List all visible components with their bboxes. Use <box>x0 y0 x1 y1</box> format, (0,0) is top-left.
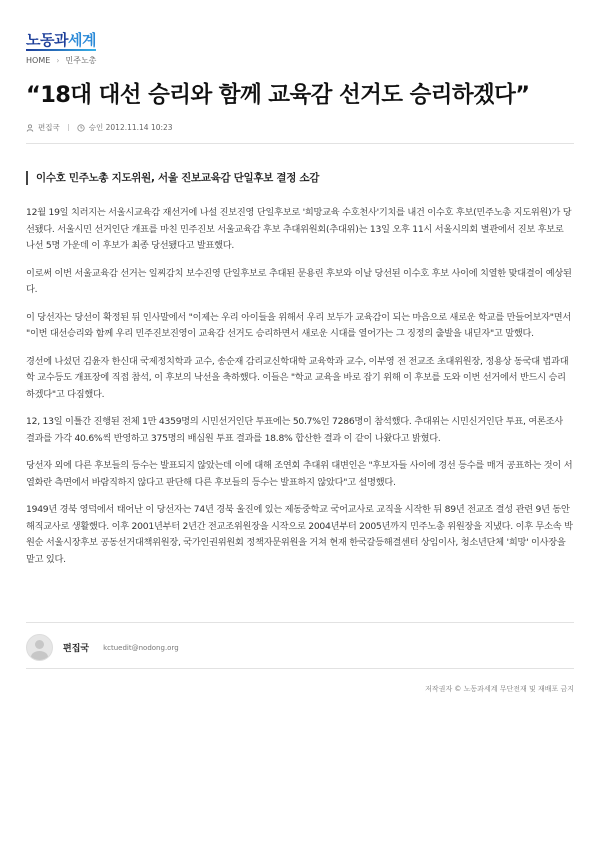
article-paragraph: 당선자 외에 다른 후보들의 등수는 발표되지 않았는데 이에 대해 조연회 추대위 대변인은 "후보자들 사이에 경선 등수를 매겨 공표하는 것이 서열화란 측면에서 바람직하지 않다고 판단해 다른 후보들의 등수는 발표하지 않았다"고 설명했다. <box>26 460 573 488</box>
article-paragraph: 1949년 경북 영덕에서 태어난 이 당선자는 74년 경북 울진에 있는 제동중학교 국어교사로 교직을 시작한 뒤 89년 전교조 결성 관련 9년 동안 해직교사로 생활했다. 이후 2001년부터 2년간 전교조위원장을 시작으로 2004년부터 2005년까지 민주노총 위원장을 지냈다. 이후 무소속 박원순 서울시장후보 공동선거대책위원장, 국가인권위원회 정책자문위원을 거쳐 현재 한국갈등해결센터 상임이사, 청소년단체 '희망' 이사장을 맡고 있다. <box>26 504 573 565</box>
site-logo[interactable] <box>26 30 96 48</box>
byline-top-divider <box>26 622 574 623</box>
copyright-notice: 저작권자 © 노동과세계 무단전재 및 재배포 금지 <box>425 685 574 693</box>
avatar-head <box>35 640 44 649</box>
article-paragraph: 12, 13일 이틀간 진행된 전체 1만 4359명의 시민선거인단 투표에는 50.7%인 7286명이 참석했다. 추대위는 시민신거인단 투표, 여론조사 결과를 가각 40.6%씩 반영하고 375명의 배심원 투표 결과를 18.8% 합산한 결과 이 같이 나왔다고 밝혔다. <box>26 416 563 444</box>
chevron-right-icon: › <box>56 56 60 65</box>
meta-divider <box>68 124 69 131</box>
article-paragraph: 이 당선자는 당선이 확정된 뒤 인사말에서 "이제는 우리 아이들을 위해서 우리 보두가 교육감이 되는 마음으로 새로운 학교를 만들어보자"면서 "이번 대선승리와 함께 우리 민주진보진영이 교육감 선거도 승리하면서 새로운 시대를 열어가는 그 징정의 출발을 내딛자"고 말했다. <box>26 311 571 339</box>
author-byline <box>26 634 179 661</box>
article-paragraph: 경선에 나섰던 김윤자 한신대 국제정치학과 교수, 송순재 감리교신학대학 교육학과 교수, 이부영 전 전교조 초대위원장, 정용상 동국대 법과대학 교수등도 개표장에 직접 참석, 이 후보의 낙선을 축하했다. 이들은 "학교 교육을 바로 잡기 위해 이 후보를 도와 이번 선거에서 반드시 승리하겠다"고 다짐했다. <box>26 355 569 400</box>
meta-date: 승인 2012.11.14 10:23 <box>88 123 173 132</box>
article-paragraph: 이로써 이번 서울교육감 선거는 일찌감치 보수진영 단일후보로 추대된 문용린 후보와 이날 당선된 이수호 후보 사이에 치열한 맞대결이 예상된다. <box>26 267 572 295</box>
header-divider <box>26 143 574 144</box>
breadcrumb-home[interactable]: HOME <box>26 56 51 65</box>
logo-part1: 노동과 <box>26 30 68 49</box>
user-icon <box>26 124 34 132</box>
logo-part2: 세계 <box>67 30 96 49</box>
article-title: “18대 대선 승리와 함께 교육감 선거도 승리하겠다” <box>26 82 530 108</box>
breadcrumb-section[interactable]: 민주노총 <box>65 56 97 65</box>
article-paragraph: 12월 19일 치러지는 서울시교육감 재선거에 나설 진보진영 단일후보로 '희망교육 수호천사'기치를 내건 이수호 후보(민주노총 지도위원)가 당선됐다. 서울시민 선거인단 개표를 마친 민주진보 서울교육감 후보 추대위원회(추대위)는 13일 오후 11시 서울시의회 별관에서 진보 후보로 나선 5명 가운데 이 후보가 최종 당선됐다고 발표했다. <box>26 207 572 251</box>
article-meta <box>26 122 173 133</box>
clock-icon <box>77 124 85 132</box>
byline-email[interactable]: kctuedit@nodong.org <box>103 643 179 652</box>
byline-name[interactable]: 편집국 <box>63 644 90 654</box>
breadcrumb <box>26 55 96 66</box>
avatar <box>26 634 53 661</box>
logo-text <box>26 29 96 50</box>
byline-bottom-divider <box>26 668 574 669</box>
avatar-shoulders <box>31 651 48 661</box>
article-body <box>26 205 574 579</box>
article-subtitle: 이수호 민주노총 지도위원, 서울 진보교육감 단일후보 결정 소감 <box>26 171 319 185</box>
logo-underline <box>26 49 96 51</box>
meta-author: 편집국 <box>38 123 60 132</box>
